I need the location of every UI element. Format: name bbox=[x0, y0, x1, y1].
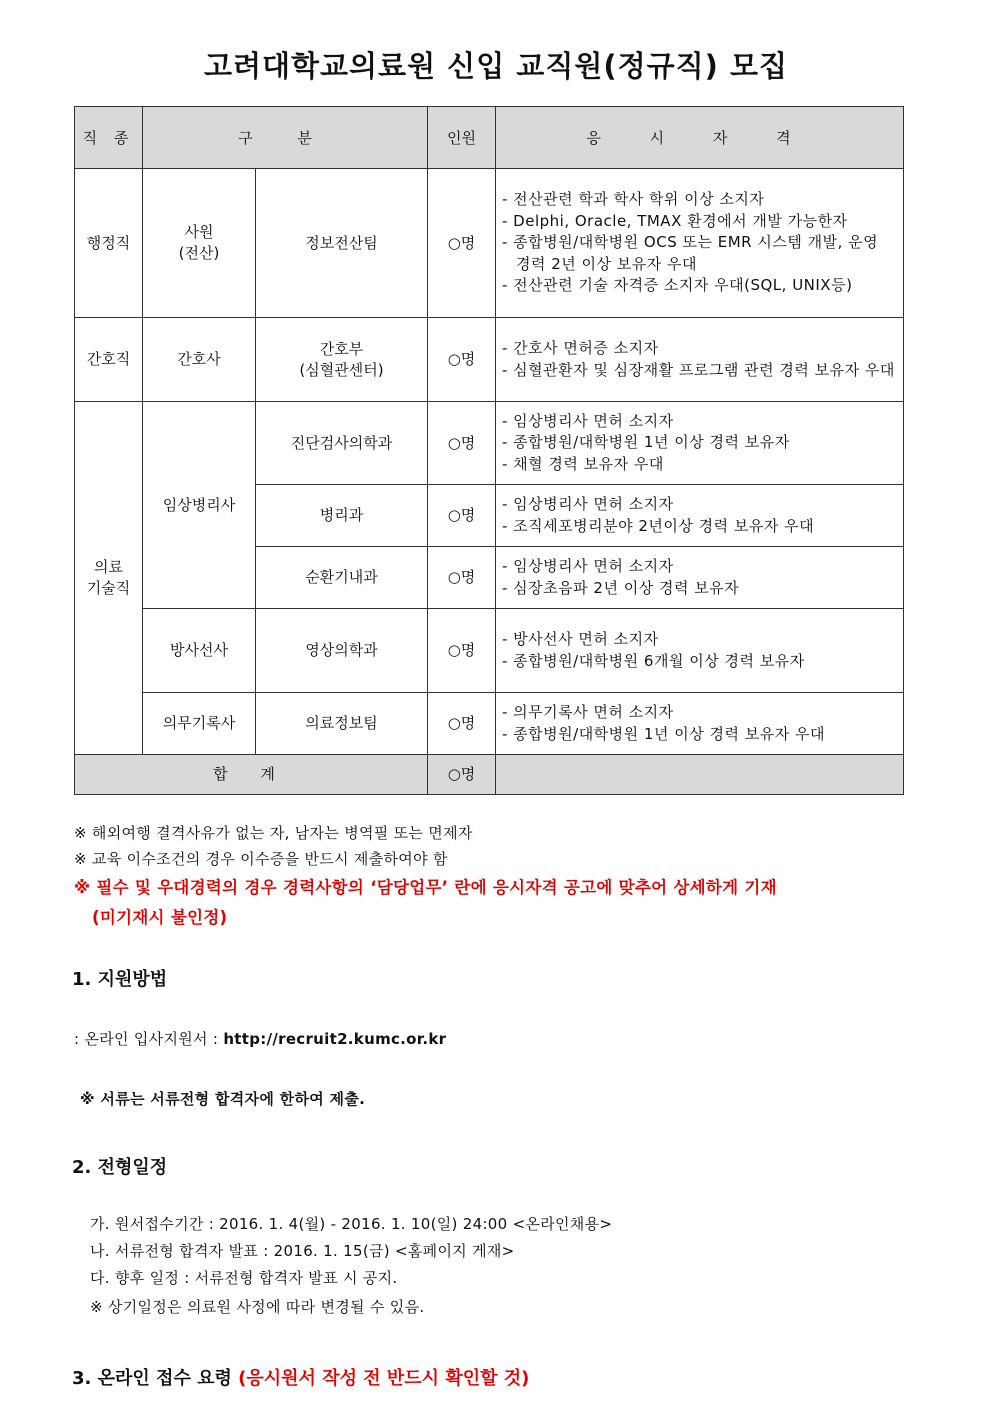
table-row bbox=[75, 693, 904, 755]
qualification-line: - 임상병리사 면허 소지자 bbox=[502, 495, 674, 513]
total-row bbox=[75, 755, 904, 795]
schedule-note: ※ 상기일정은 의료원 사정에 따라 변경될 수 있음. bbox=[90, 1298, 425, 1316]
qualification-line: - 의무기록사 면허 소지자 bbox=[502, 703, 674, 721]
qualification-line: - 전산관련 기술 자격증 소지자 우대(SQL, UNIX등) bbox=[502, 276, 853, 295]
qualification-line: - 조직세포병리분야 2년이상 경력 보유자 우대 bbox=[502, 516, 815, 535]
role-cell: 방사선사 bbox=[143, 609, 256, 693]
count-cell: ○명 bbox=[428, 318, 496, 402]
table-header-row bbox=[75, 107, 904, 169]
qualification-line: - 전산관련 학과 학사 학위 이상 소지자 bbox=[502, 190, 765, 209]
dept-cell: 영상의학과 bbox=[256, 609, 428, 693]
note-certificate: ※ 교육 이수조건의 경우 이수증을 반드시 제출하여야 함 bbox=[74, 850, 448, 868]
qualification-cell bbox=[496, 169, 904, 318]
section3-heading-text: 3. 온라인 접수 요령 bbox=[72, 1368, 239, 1389]
section3-heading-warning: (응시원서 작성 전 반드시 확인할 것) bbox=[238, 1368, 530, 1389]
role-cell: 간호사 bbox=[143, 318, 256, 402]
role-cell: 의무기록사 bbox=[143, 693, 256, 755]
recruit-link[interactable]: http://recruit2.kumc.or.kr bbox=[223, 1030, 447, 1048]
schedule-item: 가. 원서접수기간 : 2016. 1. 4(월) - 2016. 1. 10(일) 24:00 <온라인채용> bbox=[90, 1215, 613, 1233]
count-cell: ○명 bbox=[428, 547, 496, 609]
note-career-unrecognized: (미기재시 불인정) bbox=[92, 908, 228, 927]
count-cell: ○명 bbox=[428, 609, 496, 693]
qualification-line: - 간호사 면허증 소지자 bbox=[502, 339, 659, 357]
qualification-line: - 종합병원/대학병원 1년 이상 경력 보유자 bbox=[502, 433, 790, 452]
dept-cell: 순환기내과 bbox=[256, 547, 428, 609]
job-cell: 간호직 bbox=[75, 318, 143, 402]
qualification-line: - 종합병원/대학병원 OCS 또는 EMR 시스템 개발, 운영 경력 2년 이상 보유자 우대 bbox=[502, 233, 879, 273]
note-career-required: ※ 필수 및 우대경력의 경우 경력사항의 ‘담당업무’ 란에 응시자격 공고에 맞추어 상세하게 기재 bbox=[74, 878, 777, 897]
job-cell: 행정직 bbox=[75, 169, 143, 318]
schedule-item: 다. 향후 일정 : 서류전형 합격자 발표 시 공지. bbox=[90, 1269, 398, 1287]
count-cell: ○명 bbox=[428, 693, 496, 755]
header-count: 인원 bbox=[428, 107, 496, 169]
total-count: ○명 bbox=[428, 755, 496, 795]
dept-cell: 진단검사의학과 bbox=[256, 402, 428, 485]
qualification-line: - 심혈관환자 및 심장재활 프로그램 관련 경력 보유자 우대 bbox=[502, 360, 895, 379]
table-row bbox=[75, 402, 904, 485]
header-qualification: 응 시 자 격 bbox=[496, 107, 904, 169]
section2-heading: 2. 전형일정 bbox=[72, 1157, 168, 1178]
qualification-cell bbox=[496, 609, 904, 693]
count-cell: ○명 bbox=[428, 485, 496, 547]
total-label: 합 계 bbox=[75, 755, 428, 795]
role-cell: 임상병리사 bbox=[143, 402, 256, 609]
qualification-line: - 방사선사 면허 소지자 bbox=[502, 630, 659, 648]
qualification-line: - 임상병리사 면허 소지자 bbox=[502, 411, 674, 430]
qualification-cell bbox=[496, 485, 904, 547]
count-cell: ○명 bbox=[428, 169, 496, 318]
qualification-line: - 종합병원/대학병원 6개월 이상 경력 보유자 bbox=[502, 651, 805, 670]
qualification-line: - Delphi, Oracle, TMAX 환경에서 개발 가능한자 bbox=[502, 211, 848, 230]
qualification-cell bbox=[496, 693, 904, 755]
header-division: 구 분 bbox=[143, 107, 428, 169]
dept-cell: 의료정보팀 bbox=[256, 693, 428, 755]
documents-note: ※ 서류는 서류전형 합격자에 한하여 제출. bbox=[80, 1090, 366, 1108]
count-cell: ○명 bbox=[428, 402, 496, 485]
qualification-cell bbox=[496, 402, 904, 485]
qualification-line: - 종합병원/대학병원 1년 이상 경력 보유자 우대 bbox=[502, 724, 825, 743]
recruitment-table bbox=[74, 106, 904, 795]
schedule-item: 나. 서류전형 합격자 발표 : 2016. 1. 15(금) <홈페이지 게재> bbox=[90, 1242, 515, 1260]
qualification-cell bbox=[496, 547, 904, 609]
section3-heading bbox=[72, 1364, 529, 1390]
apply-method-label: : 온라인 입사지원서 : bbox=[74, 1030, 224, 1048]
dept-cell: 정보전산팀 bbox=[256, 169, 428, 318]
qualification-cell bbox=[496, 318, 904, 402]
role-cell: 사원 (전산) bbox=[143, 169, 256, 318]
total-empty-cell bbox=[496, 755, 904, 795]
table-row bbox=[75, 318, 904, 402]
note-travel: ※ 해외여행 결격사유가 없는 자, 남자는 병역필 또는 면제자 bbox=[74, 824, 473, 842]
job-cell: 의료 기술직 bbox=[75, 402, 143, 755]
header-job: 직 종 bbox=[75, 107, 143, 169]
apply-method-line bbox=[74, 1028, 446, 1049]
qualification-line: - 임상병리사 면허 소지자 bbox=[502, 557, 674, 575]
dept-cell: 병리과 bbox=[256, 485, 428, 547]
table-row bbox=[75, 169, 904, 318]
page-title: 고려대학교의료원 신입 교직원(정규직) 모집 bbox=[203, 49, 789, 83]
qualification-line: - 채혈 경력 보유자 우대 bbox=[502, 454, 664, 473]
qualification-line: - 심장초음파 2년 이상 경력 보유자 bbox=[502, 578, 740, 597]
section1-heading: 1. 지원방법 bbox=[72, 969, 168, 990]
table-row bbox=[75, 609, 904, 693]
dept-cell: 간호부 (심혈관센터) bbox=[256, 318, 428, 402]
